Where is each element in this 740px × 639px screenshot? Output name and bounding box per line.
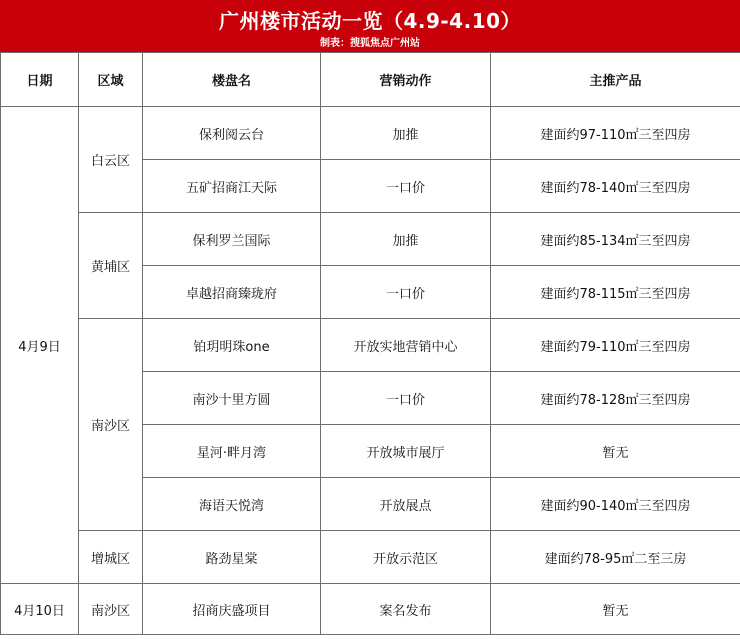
action-cell: 开放城市展厅	[321, 425, 491, 478]
header-row	[1, 53, 740, 107]
project-cell: 星河·畔月湾	[143, 425, 321, 478]
action-cell: 一口价	[321, 372, 491, 425]
project-cell: 南沙十里方圆	[143, 372, 321, 425]
title-banner	[0, 0, 740, 52]
district-cell: 南沙区	[79, 319, 143, 531]
action-cell: 开放示范区	[321, 531, 491, 584]
action-cell: 一口价	[321, 160, 491, 213]
table-row	[1, 531, 740, 584]
header-product: 主推产品	[491, 53, 740, 107]
header-district: 区域	[79, 53, 143, 107]
action-cell: 开放实地营销中心	[321, 319, 491, 372]
district-cell: 白云区	[79, 107, 143, 213]
product-cell: 建面约78-140㎡三至四房	[491, 160, 740, 213]
project-cell: 保利阅云台	[143, 107, 321, 160]
product-cell: 暂无	[491, 584, 740, 635]
product-cell: 建面约90-140㎡三至四房	[491, 478, 740, 531]
table-row	[1, 584, 740, 635]
action-cell: 加推	[321, 107, 491, 160]
product-cell: 建面约78-95㎡二至三房	[491, 531, 740, 584]
project-cell: 海语天悦湾	[143, 478, 321, 531]
district-cell: 增城区	[79, 531, 143, 584]
product-cell: 建面约78-115㎡三至四房	[491, 266, 740, 319]
header-project: 楼盘名	[143, 53, 321, 107]
district-cell: 黄埔区	[79, 213, 143, 319]
product-cell: 建面约79-110㎡三至四房	[491, 319, 740, 372]
action-cell: 一口价	[321, 266, 491, 319]
table-row	[1, 319, 740, 372]
action-cell: 开放展点	[321, 478, 491, 531]
table-row	[1, 213, 740, 266]
date-cell: 4月10日	[1, 584, 79, 635]
page-title: 广州楼市活动一览（4.9-4.10）	[218, 9, 522, 33]
project-cell: 路劲星棠	[143, 531, 321, 584]
table-row	[1, 107, 740, 160]
product-cell: 建面约85-134㎡三至四房	[491, 213, 740, 266]
date-cell: 4月9日	[1, 107, 79, 584]
district-cell: 南沙区	[79, 584, 143, 635]
project-cell: 卓越招商臻珑府	[143, 266, 321, 319]
product-cell: 建面约78-128㎡三至四房	[491, 372, 740, 425]
activity-table	[0, 52, 740, 635]
project-cell: 铂玥明珠one	[143, 319, 321, 372]
project-cell: 五矿招商江天际	[143, 160, 321, 213]
source-credit: 制表：搜狐焦点广州站	[320, 38, 420, 49]
project-cell: 招商庆盛项目	[143, 584, 321, 635]
action-cell: 加推	[321, 213, 491, 266]
action-cell: 案名发布	[321, 584, 491, 635]
header-date: 日期	[1, 53, 79, 107]
project-cell: 保利罗兰国际	[143, 213, 321, 266]
product-cell: 暂无	[491, 425, 740, 478]
product-cell: 建面约97-110㎡三至四房	[491, 107, 740, 160]
header-action: 营销动作	[321, 53, 491, 107]
